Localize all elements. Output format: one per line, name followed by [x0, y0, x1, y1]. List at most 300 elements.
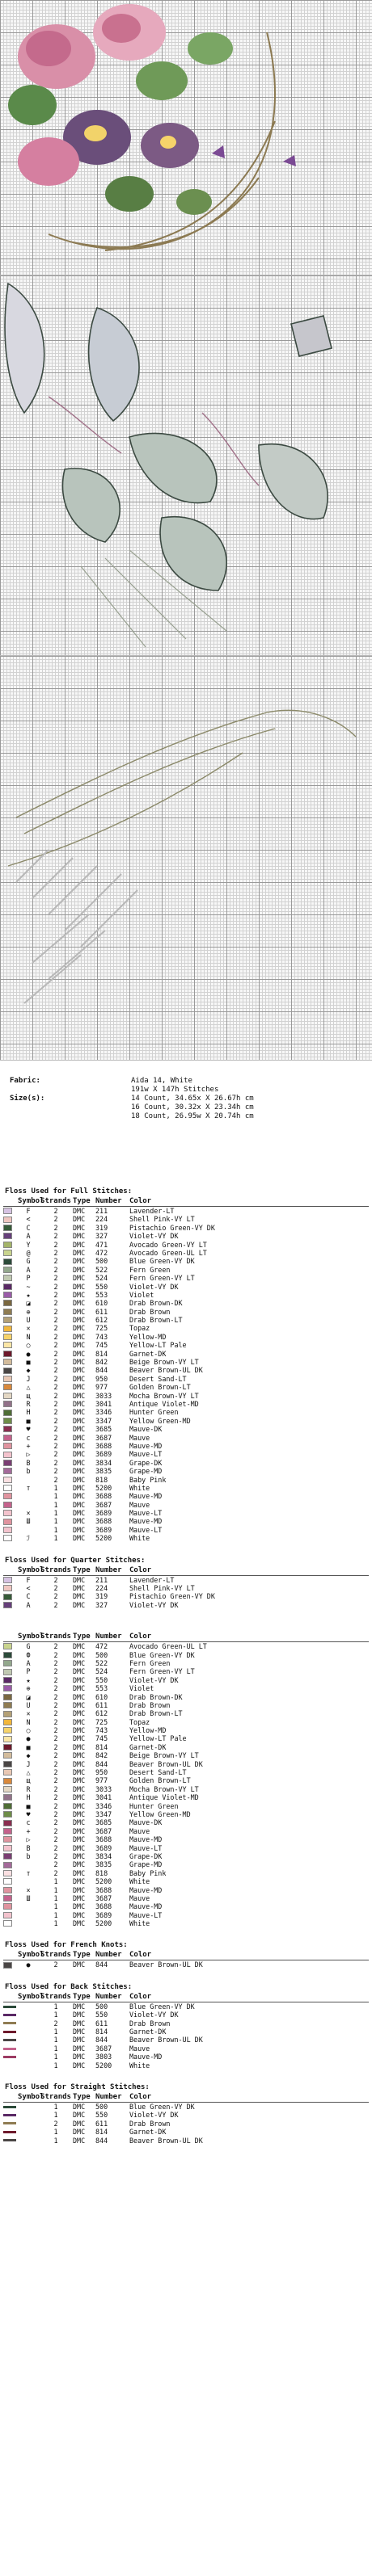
floss-strands: 2 — [53, 1650, 58, 1659]
size-18: 18 Count, 26.95w X 20.74h cm — [131, 1112, 254, 1120]
color-swatch — [3, 1317, 12, 1323]
floss-row — [3, 1517, 369, 1525]
floss-number: 950 — [95, 1768, 108, 1777]
table-header: Symbol Strands Type Number Color — [3, 1632, 369, 1642]
floss-color-name: Blue Green-VY DK — [129, 1257, 195, 1266]
floss-row — [3, 1751, 369, 1759]
floss-strands: 2 — [53, 1584, 58, 1593]
floss-strands: 1 — [53, 1509, 58, 1518]
floss-number: 5200 — [95, 1534, 112, 1543]
floss-number: 818 — [95, 1868, 108, 1877]
floss-color-name: Drab Brown-DK — [129, 1692, 183, 1701]
floss-type: DMC — [73, 1366, 86, 1375]
straight-stitches-section — [0, 2082, 372, 2145]
floss-strands: 1 — [53, 1500, 58, 1509]
floss-strands: 2 — [53, 1810, 58, 1818]
floss-color-name: Violet-VY DK — [129, 1282, 179, 1291]
color-swatch — [3, 1752, 12, 1759]
floss-number: 725 — [95, 1324, 108, 1333]
floss-strands: 2 — [53, 1768, 58, 1777]
floss-row — [3, 1350, 369, 1358]
floss-row — [3, 1442, 369, 1450]
floss-color-name: Mauve-MD — [129, 1517, 163, 1526]
floss-strands: 2 — [53, 1248, 58, 1257]
floss-strands: 2 — [53, 1575, 58, 1584]
floss-type: DMC — [73, 1584, 86, 1593]
floss-symbol — [18, 1492, 39, 1500]
color-swatch — [3, 1585, 12, 1591]
floss-row — [3, 1684, 369, 1692]
floss-type: DMC — [73, 1282, 86, 1291]
floss-row — [3, 1266, 369, 1274]
floss-row — [3, 1459, 369, 1467]
floss-color-name: Blue Green-VY DK — [129, 2102, 195, 2111]
floss-symbol: ◆ — [26, 1751, 31, 1760]
floss-row — [3, 1501, 369, 1509]
floss-number: 500 — [95, 1257, 108, 1266]
floss-number: 743 — [95, 1332, 108, 1341]
floss-color-name: Drab Brown — [129, 2119, 171, 2128]
color-swatch — [3, 1502, 12, 1508]
floss-row — [3, 2028, 369, 2036]
floss-row — [3, 1249, 369, 1257]
floss-color-name: Pistachio Green-VY DK — [129, 1223, 215, 1232]
floss-row — [3, 1324, 369, 1332]
color-swatch — [3, 1677, 12, 1683]
floss-number: 224 — [95, 1584, 108, 1593]
color-swatch — [3, 1208, 12, 1214]
color-swatch — [3, 2131, 16, 2133]
color-swatch — [3, 2114, 16, 2116]
floss-number: 950 — [95, 1374, 108, 1383]
floss-symbol: + — [26, 1826, 31, 1835]
floss-strands: 2 — [53, 1391, 58, 1400]
color-swatch — [3, 1225, 12, 1231]
floss-row — [3, 1667, 369, 1675]
floss-symbol: B — [26, 1843, 31, 1852]
floss-row — [3, 1827, 369, 1835]
floss-type: DMC — [73, 1902, 86, 1911]
table-header: Symbol Strands Type Number Color — [3, 1992, 369, 2002]
stitch-count: 191w X 147h Stitches — [131, 1086, 219, 1094]
floss-number: 814 — [95, 1349, 108, 1358]
size-label: Size(s): — [10, 1095, 45, 1103]
color-swatch — [3, 1217, 12, 1223]
floss-strands: 2 — [53, 1215, 58, 1224]
floss-number: 844 — [95, 1366, 108, 1375]
floss-symbol: ◆ — [26, 1366, 31, 1375]
floss-symbol: J — [26, 1374, 31, 1383]
floss-type: DMC — [73, 1534, 86, 1543]
floss-strands: 2 — [53, 1843, 58, 1852]
floss-color-name: Beaver Brown-UL DK — [129, 2036, 203, 2044]
floss-row — [3, 1802, 369, 1810]
floss-strands: 2 — [53, 1793, 58, 1802]
floss-row — [3, 1760, 369, 1768]
floss-strands: 2 — [53, 1960, 58, 1969]
floss-type: DMC — [73, 1818, 86, 1827]
floss-type: DMC — [73, 1265, 86, 1274]
color-swatch — [3, 1351, 12, 1357]
floss-row — [3, 1316, 369, 1324]
floss-type: DMC — [73, 1458, 86, 1467]
floss-symbol: @ — [26, 1248, 31, 1257]
floss-color-name: Baby Pink — [129, 1475, 167, 1484]
floss-number: 844 — [95, 2136, 108, 2145]
floss-strands: 2 — [53, 1307, 58, 1316]
color-swatch — [3, 2139, 16, 2141]
color-swatch — [3, 1685, 12, 1691]
floss-strands: 1 — [53, 2128, 58, 2137]
floss-strands: 1 — [53, 1902, 58, 1911]
floss-color-name: Yellow Green-MD — [129, 1416, 191, 1425]
floss-number: 211 — [95, 1207, 108, 1215]
floss-type: DMC — [73, 1509, 86, 1518]
floss-row — [3, 1400, 369, 1408]
color-swatch — [3, 1242, 12, 1248]
floss-number: 3688 — [95, 1902, 112, 1911]
quarter-stitches-section — [0, 1556, 372, 1610]
floss-row — [3, 1793, 369, 1801]
floss-strands: 1 — [53, 1483, 58, 1492]
floss-color-name: Garnet-DK — [129, 2128, 167, 2137]
floss-type: DMC — [73, 1667, 86, 1676]
floss-strands: 2 — [53, 1592, 58, 1601]
floss-number: 3689 — [95, 1525, 112, 1534]
floss-symbol: H — [26, 1793, 31, 1802]
floss-symbol: ⊕ — [26, 1684, 31, 1693]
floss-strands: 2 — [53, 1349, 58, 1358]
floss-symbol: J — [26, 1759, 31, 1768]
floss-color-name: Golden Brown-LT — [129, 1383, 191, 1392]
floss-row — [3, 1601, 369, 1609]
floss-type: DMC — [73, 1467, 86, 1476]
color-swatch — [3, 1535, 12, 1541]
french-knots-title: Floss Used for French Knots: — [5, 1941, 128, 1950]
floss-color-name: White — [129, 2061, 150, 2070]
floss-type: DMC — [73, 1433, 86, 1442]
chart-motif-wreath-stems — [0, 656, 372, 1060]
color-swatch — [3, 1652, 12, 1658]
floss-strands: 1 — [53, 1919, 58, 1928]
floss-color-name: Pistachio Green-VY DK — [129, 1592, 215, 1601]
floss-row — [3, 1450, 369, 1458]
floss-strands: 2 — [53, 1675, 58, 1684]
floss-row — [3, 1911, 369, 1919]
floss-type: DMC — [73, 1575, 86, 1584]
floss-row — [3, 1960, 369, 1969]
floss-row — [3, 1232, 369, 1240]
floss-number: 3685 — [95, 1818, 112, 1827]
color-swatch — [3, 1510, 12, 1516]
floss-color-name: Drab Brown-LT — [129, 1316, 183, 1325]
floss-color-name: Antique Violet-MD — [129, 1399, 199, 1408]
floss-strands: 1 — [53, 1534, 58, 1543]
floss-type: DMC — [73, 1784, 86, 1793]
floss-row — [3, 1768, 369, 1776]
floss-strands: 1 — [53, 2002, 58, 2011]
floss-row — [3, 2053, 369, 2061]
floss-strands: 1 — [53, 2111, 58, 2120]
floss-symbol: c — [26, 1433, 31, 1442]
floss-type: DMC — [73, 1810, 86, 1818]
color-swatch — [3, 1426, 12, 1432]
floss-type: DMC — [73, 1709, 86, 1718]
floss-strands: 2 — [53, 2019, 58, 2028]
floss-type: DMC — [73, 1374, 86, 1383]
floss-number: 745 — [95, 1734, 108, 1743]
color-swatch — [3, 1660, 12, 1666]
floss-strands: 2 — [53, 1383, 58, 1392]
floss-strands: 2 — [53, 1868, 58, 1877]
floss-color-name: Mauve-LT — [129, 1509, 163, 1518]
floss-strands: 2 — [53, 1851, 58, 1860]
floss-type: DMC — [73, 1391, 86, 1400]
floss-type: DMC — [73, 1684, 86, 1693]
floss-symbol — [18, 1919, 39, 1927]
color-swatch — [3, 1460, 12, 1466]
floss-strands: 2 — [53, 1274, 58, 1283]
floss-number: 611 — [95, 2019, 108, 2028]
color-swatch — [3, 2122, 16, 2124]
floss-symbol: A — [26, 1232, 31, 1241]
floss-symbol — [18, 1902, 39, 1910]
floss-number: 3041 — [95, 1399, 112, 1408]
floss-type: DMC — [73, 2019, 86, 2028]
table-header: Symbol Strands Type Number Color — [3, 1196, 369, 1207]
floss-type: DMC — [73, 2111, 86, 2120]
floss-row — [3, 1333, 369, 1341]
floss-symbol — [18, 1911, 39, 1919]
floss-row — [3, 1726, 369, 1734]
floss-symbol: G — [26, 1642, 31, 1651]
floss-type: DMC — [73, 1341, 86, 1350]
floss-symbol — [18, 1877, 39, 1885]
floss-strands: 2 — [53, 1324, 58, 1333]
color-swatch — [3, 1259, 12, 1265]
floss-symbol: c — [26, 1818, 31, 1827]
color-swatch — [3, 1359, 12, 1365]
floss-color-name: Avocado Green-VY LT — [129, 1240, 207, 1249]
floss-number: 553 — [95, 1684, 108, 1693]
floss-strands: 1 — [53, 1492, 58, 1501]
floss-symbol: G — [26, 1257, 31, 1266]
floss-type: DMC — [73, 1240, 86, 1249]
floss-strands: 2 — [53, 1332, 58, 1341]
floss-type: DMC — [73, 1475, 86, 1484]
floss-symbol: A — [26, 1600, 31, 1609]
floss-type: DMC — [73, 1826, 86, 1835]
color-swatch — [3, 1887, 12, 1893]
floss-number: 524 — [95, 1274, 108, 1283]
floss-number: 550 — [95, 1675, 108, 1684]
floss-number: 500 — [95, 2102, 108, 2111]
color-swatch — [3, 1803, 12, 1809]
floss-color-name: Drab Brown — [129, 2019, 171, 2028]
table-header: Symbol Strands Type Number Color — [3, 1950, 369, 1960]
floss-number: 3347 — [95, 1416, 112, 1425]
color-swatch — [3, 1962, 12, 1969]
floss-row — [3, 2036, 369, 2044]
floss-number: 5200 — [95, 1919, 112, 1928]
floss-symbol: ℐ — [27, 1534, 30, 1543]
floss-strands: 1 — [53, 2044, 58, 2053]
floss-strands: 1 — [53, 2136, 58, 2145]
floss-color-name: Yellow-LT Pale — [129, 1734, 187, 1743]
color-swatch — [3, 1895, 12, 1902]
floss-type: DMC — [73, 1207, 86, 1215]
color-swatch — [3, 1761, 12, 1767]
floss-symbol: R — [26, 1399, 31, 1408]
floss-strands: 2 — [53, 2119, 58, 2128]
floss-number: 3688 — [95, 1517, 112, 1526]
color-swatch — [3, 1334, 12, 1340]
floss-strands: 2 — [53, 1374, 58, 1383]
floss-color-name: Lavender-LT — [129, 1575, 175, 1584]
floss-strands: 2 — [53, 1299, 58, 1308]
floss-symbol: A — [26, 1658, 31, 1667]
floss-color-name: Garnet-DK — [129, 2028, 167, 2036]
floss-row — [3, 1392, 369, 1400]
floss-type: DMC — [73, 1492, 86, 1501]
size-16: 16 Count, 30.32x X 23.34h cm — [131, 1103, 254, 1112]
floss-number: 3803 — [95, 2053, 112, 2061]
floss-color-name: Violet-VY DK — [129, 1675, 179, 1684]
floss-type: DMC — [73, 1600, 86, 1609]
floss-strands: 2 — [53, 1425, 58, 1434]
floss-color-name: Drab Brown — [129, 1700, 171, 1709]
floss-row — [3, 1476, 369, 1484]
floss-strands: 2 — [53, 1734, 58, 1743]
floss-symbol: ■ — [26, 1801, 31, 1810]
floss-type: DMC — [73, 1843, 86, 1852]
floss-symbol: × — [26, 1885, 31, 1894]
floss-type: DMC — [73, 1793, 86, 1802]
floss-row — [3, 1484, 369, 1492]
floss-type: DMC — [73, 1717, 86, 1726]
floss-row — [3, 2128, 369, 2136]
floss-number: 472 — [95, 1642, 108, 1651]
color-swatch — [3, 1811, 12, 1817]
floss-symbol: × — [26, 1509, 31, 1518]
pattern-chart-section-2 — [0, 656, 372, 1061]
floss-symbol: A — [26, 1265, 31, 1274]
floss-strands: 1 — [53, 1910, 58, 1919]
floss-strands: 1 — [53, 1885, 58, 1894]
floss-row — [3, 1693, 369, 1701]
floss-type: DMC — [73, 1734, 86, 1743]
floss-number: 3347 — [95, 1810, 112, 1818]
floss-strands: 2 — [53, 1341, 58, 1350]
floral-wreath-illustration — [0, 0, 372, 275]
floss-strands: 1 — [53, 2036, 58, 2044]
floss-number: 319 — [95, 1223, 108, 1232]
floss-type: DMC — [73, 1383, 86, 1392]
floss-symbol: ○ — [26, 1341, 31, 1350]
floss-number: 3835 — [95, 1467, 112, 1476]
floss-type: DMC — [73, 2036, 86, 2044]
floss-row — [3, 1434, 369, 1442]
floss-row — [3, 1894, 369, 1902]
floss-strands: 2 — [53, 1826, 58, 1835]
floss-color-name: Yellow-LT Pale — [129, 1341, 187, 1350]
floss-row — [3, 1785, 369, 1793]
floss-row — [3, 1844, 369, 1852]
floss-color-name: Mauve — [129, 1893, 150, 1902]
floss-symbol: ✕ — [26, 1709, 31, 1718]
floss-strands: 2 — [53, 1700, 58, 1709]
floss-type: DMC — [73, 1742, 86, 1751]
floss-strands: 2 — [53, 1784, 58, 1793]
floss-row — [3, 2044, 369, 2053]
floss-number: 522 — [95, 1265, 108, 1274]
color-swatch — [3, 1233, 12, 1239]
floss-type: DMC — [73, 1759, 86, 1768]
color-swatch — [3, 1443, 12, 1449]
quarter-stitches-table — [0, 1576, 372, 1610]
floss-row — [3, 1215, 369, 1223]
floss-type: DMC — [73, 1349, 86, 1358]
floss-number: 3689 — [95, 1910, 112, 1919]
floss-strands: 2 — [53, 1207, 58, 1215]
floss-symbol: U — [26, 1316, 31, 1325]
floss-symbol: b — [26, 1467, 31, 1476]
floss-symbol: P — [26, 1667, 31, 1676]
color-swatch — [3, 1602, 12, 1608]
color-swatch — [3, 1669, 12, 1675]
color-swatch — [3, 2006, 16, 2008]
floss-number: 844 — [95, 2036, 108, 2044]
floss-type: DMC — [73, 2128, 86, 2137]
floss-color-name: Hunter Green — [129, 1408, 179, 1417]
floss-strands: 2 — [53, 1742, 58, 1751]
floss-row — [3, 1592, 369, 1600]
floss-color-name: Beaver Brown-UL DK — [129, 1960, 203, 1969]
floss-row — [3, 2061, 369, 2070]
floss-row — [3, 1274, 369, 1282]
floss-number: 224 — [95, 1215, 108, 1224]
floss-strands: 2 — [53, 1642, 58, 1651]
floss-symbol: C — [26, 1592, 31, 1601]
floss-row — [3, 2120, 369, 2128]
floss-type: DMC — [73, 1776, 86, 1785]
floss-color-name: Mauve-LT — [129, 1910, 163, 1919]
floss-symbol: R — [26, 1784, 31, 1793]
floss-row — [3, 1207, 369, 1215]
floss-number: 3346 — [95, 1801, 112, 1810]
floss-color-name: Blue Green-VY DK — [129, 2002, 195, 2011]
floss-type: DMC — [73, 1768, 86, 1777]
floss-symbol: Ш — [26, 1517, 31, 1526]
quarter-stitches-continued-section — [0, 1632, 372, 1927]
color-swatch — [3, 2039, 16, 2041]
floss-type: DMC — [73, 1274, 86, 1283]
floss-color-name: Mauve-MD — [129, 2053, 163, 2061]
floss-row — [3, 1734, 369, 1742]
floss-type: DMC — [73, 2136, 86, 2145]
floss-number: 319 — [95, 1592, 108, 1601]
pattern-chart-section-1 — [0, 275, 372, 656]
floss-strands: 2 — [53, 1658, 58, 1667]
floss-number: 471 — [95, 1240, 108, 1249]
floss-number: 743 — [95, 1726, 108, 1735]
floss-color-name: Beaver Brown-UL DK — [129, 1759, 203, 1768]
floss-row — [3, 1534, 369, 1542]
floss-row — [3, 2111, 369, 2119]
floss-color-name: Beige Brown-VY LT — [129, 1358, 199, 1367]
floss-row — [3, 1425, 369, 1433]
floss-color-name: Golden Brown-LT — [129, 1776, 191, 1785]
